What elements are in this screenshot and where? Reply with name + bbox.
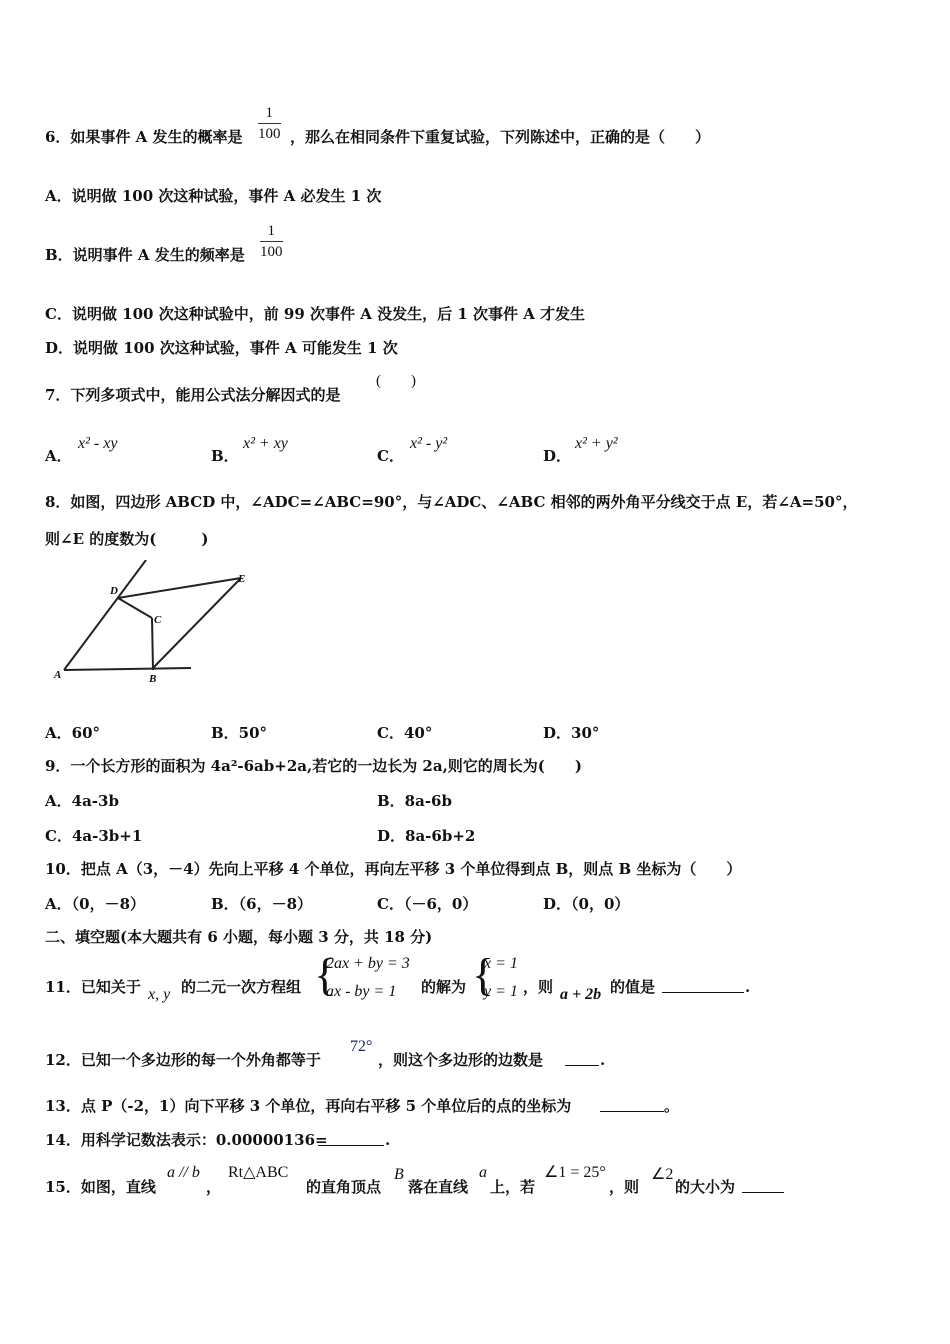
q15-comma: ， [206, 1178, 222, 1196]
q6-fraction-denominator: 100 [258, 126, 281, 142]
q9-option-d: D．8a-6b+2 [377, 827, 476, 845]
q10-option-b: B．（6，－8） [211, 895, 313, 913]
q15-triangle: Rt△ABC [228, 1164, 289, 1181]
q14-answer-blank[interactable] [318, 1131, 384, 1146]
label-b: B [149, 673, 157, 685]
line-be [153, 578, 241, 668]
q6-fraction-numerator: 1 [258, 103, 281, 124]
q14-stem: 14．用科学记数法表示：0.00000136= [45, 1131, 328, 1149]
q11-mid: 的二元一次方程组 [181, 978, 302, 996]
q13-end: 。 [664, 1097, 680, 1115]
q6-option-b-fraction [260, 221, 283, 262]
q8-stem-line1: 8．如图，四边形 ABCD 中，∠ADC=∠ABC=90°，与∠ADC、∠ABC 相邻的两外角平分线交于点 E，若∠A=50°， [45, 493, 858, 511]
q11-solution-y: y = 1 [484, 983, 518, 1000]
q7-paren: ( ) [376, 373, 416, 389]
q12-answer-blank[interactable] [565, 1051, 599, 1066]
q6-option-d: D．说明做 100 次这种试验，事件 A 可能发生 1 次 [45, 339, 398, 357]
q14-end: . [385, 1131, 391, 1149]
q15-mid4: ，则 [609, 1178, 640, 1196]
q8-quadrilateral-figure [48, 560, 258, 690]
q15-line: a [479, 1164, 487, 1181]
q12-angle: 72° [350, 1038, 373, 1055]
q9-option-a: A．4a-3b [45, 792, 119, 810]
q12-end: . [600, 1051, 606, 1069]
line-dc [118, 598, 152, 618]
q7-option-a-expr: x² - xy [78, 435, 118, 452]
q13-answer-blank[interactable] [600, 1097, 664, 1112]
line-ab-extended [64, 668, 191, 670]
q11-vars: x, y [148, 986, 171, 1003]
q12-prefix: 12．已知一个多边形的每一个外角都等于 [45, 1051, 321, 1069]
q7-stem: 7．下列多项式中，能用公式法分解因式的是 [45, 386, 341, 404]
q11-end: . [745, 978, 751, 996]
q15-mid2: 落在直线 [408, 1178, 469, 1196]
q9-stem: 9．一个长方形的面积为 4a²-6ab+2a,若它的一边长为 2a,则它的周长为( ) [45, 757, 582, 775]
q15-mid3: 上，若 [490, 1178, 536, 1196]
q6-option-a: A．说明做 100 次这种试验，事件 A 必发生 1 次 [45, 187, 382, 205]
q7-option-d-expr: x² + y² [575, 435, 618, 452]
q6-option-b-numerator: 1 [260, 221, 283, 242]
q11-solution-label: 的解为 [421, 978, 467, 996]
q8-stem-line2: 则∠E 的度数为( ) [45, 530, 209, 548]
q15-point: B [394, 1166, 404, 1183]
q9-option-c: C．4a-3b+1 [45, 827, 143, 845]
q7-option-b-expr: x² + xy [243, 435, 288, 452]
label-d: D [110, 585, 118, 597]
q11-system-eq1: 2ax + by = 3 [326, 955, 410, 972]
section-2-heading: 二、填空题(本大题共有 6 小题，每小题 3 分，共 18 分) [45, 928, 433, 946]
q10-stem: 10．把点 A（3，－4）先向上平移 4 个单位，再向左平移 3 个单位得到点 B，则点 B 坐标为（ ） [45, 860, 742, 878]
q6-stem-prefix: 6．如果事件 A 发生的概率是 [45, 128, 243, 146]
q15-answer-blank[interactable] [742, 1178, 784, 1193]
line-ad-extended [64, 560, 146, 670]
q7-option-c-label: C． [377, 447, 404, 465]
q11-expression: a + 2b [560, 986, 602, 1003]
q15-angle2: ∠2 [651, 1166, 674, 1183]
q11-system-brace: { [314, 949, 337, 1000]
q7-option-d-label: D． [543, 447, 572, 465]
q15-mid1: 的直角顶点 [306, 1178, 382, 1196]
q15-suffix: 的大小为 [675, 1178, 736, 1196]
q6-option-b-denominator: 100 [260, 244, 283, 260]
q15-angle1: ∠1 = 25° [544, 1164, 606, 1181]
q8-option-a: A．60° [45, 724, 101, 742]
q10-option-d: D．（0，0） [543, 895, 630, 913]
q6-option-c: C．说明做 100 次这种试验中，前 99 次事件 A 没发生，后 1 次事件 A 才发生 [45, 305, 586, 323]
q8-option-d: D．30° [543, 724, 600, 742]
q6-option-b: B．说明事件 A 发生的频率是 [45, 246, 245, 264]
label-a: A [54, 669, 62, 681]
q15-parallel: a // b [167, 1164, 200, 1181]
line-cb [152, 618, 153, 670]
q6-fraction [258, 103, 281, 144]
q12-suffix: ，则这个多边形的边数是 [378, 1051, 544, 1069]
q13-stem: 13．点 P（-2，1）向下平移 3 个单位，再向右平移 5 个单位后的点的坐标为 [45, 1097, 572, 1115]
q10-option-a: A．（0，－8） [45, 895, 146, 913]
line-de [118, 578, 241, 598]
q10-option-c: C．（－6，0） [377, 895, 478, 913]
q11-solution-x: x = 1 [484, 955, 518, 972]
q7-option-b-label: B． [211, 447, 239, 465]
q15-prefix: 15．如图，直线 [45, 1178, 156, 1196]
q6-stem-suffix: ，那么在相同条件下重复试验，下列陈述中，正确的是（ ） [290, 128, 711, 146]
label-e: E [238, 573, 246, 585]
q9-option-b: B．8a-6b [377, 792, 452, 810]
q11-answer-blank[interactable] [662, 978, 744, 993]
q8-option-c: C．40° [377, 724, 433, 742]
q11-solution-brace: { [472, 949, 495, 1000]
q11-system-eq2: ax - by = 1 [326, 983, 397, 1000]
q11-then: ，则 [523, 978, 554, 996]
q11-prefix: 11．已知关于 [45, 978, 141, 996]
q8-option-b: B．50° [211, 724, 268, 742]
q7-option-a-label: A． [45, 447, 72, 465]
q7-option-c-expr: x² - y² [410, 435, 448, 452]
q11-suffix: 的值是 [610, 978, 656, 996]
label-c: C [154, 614, 162, 626]
